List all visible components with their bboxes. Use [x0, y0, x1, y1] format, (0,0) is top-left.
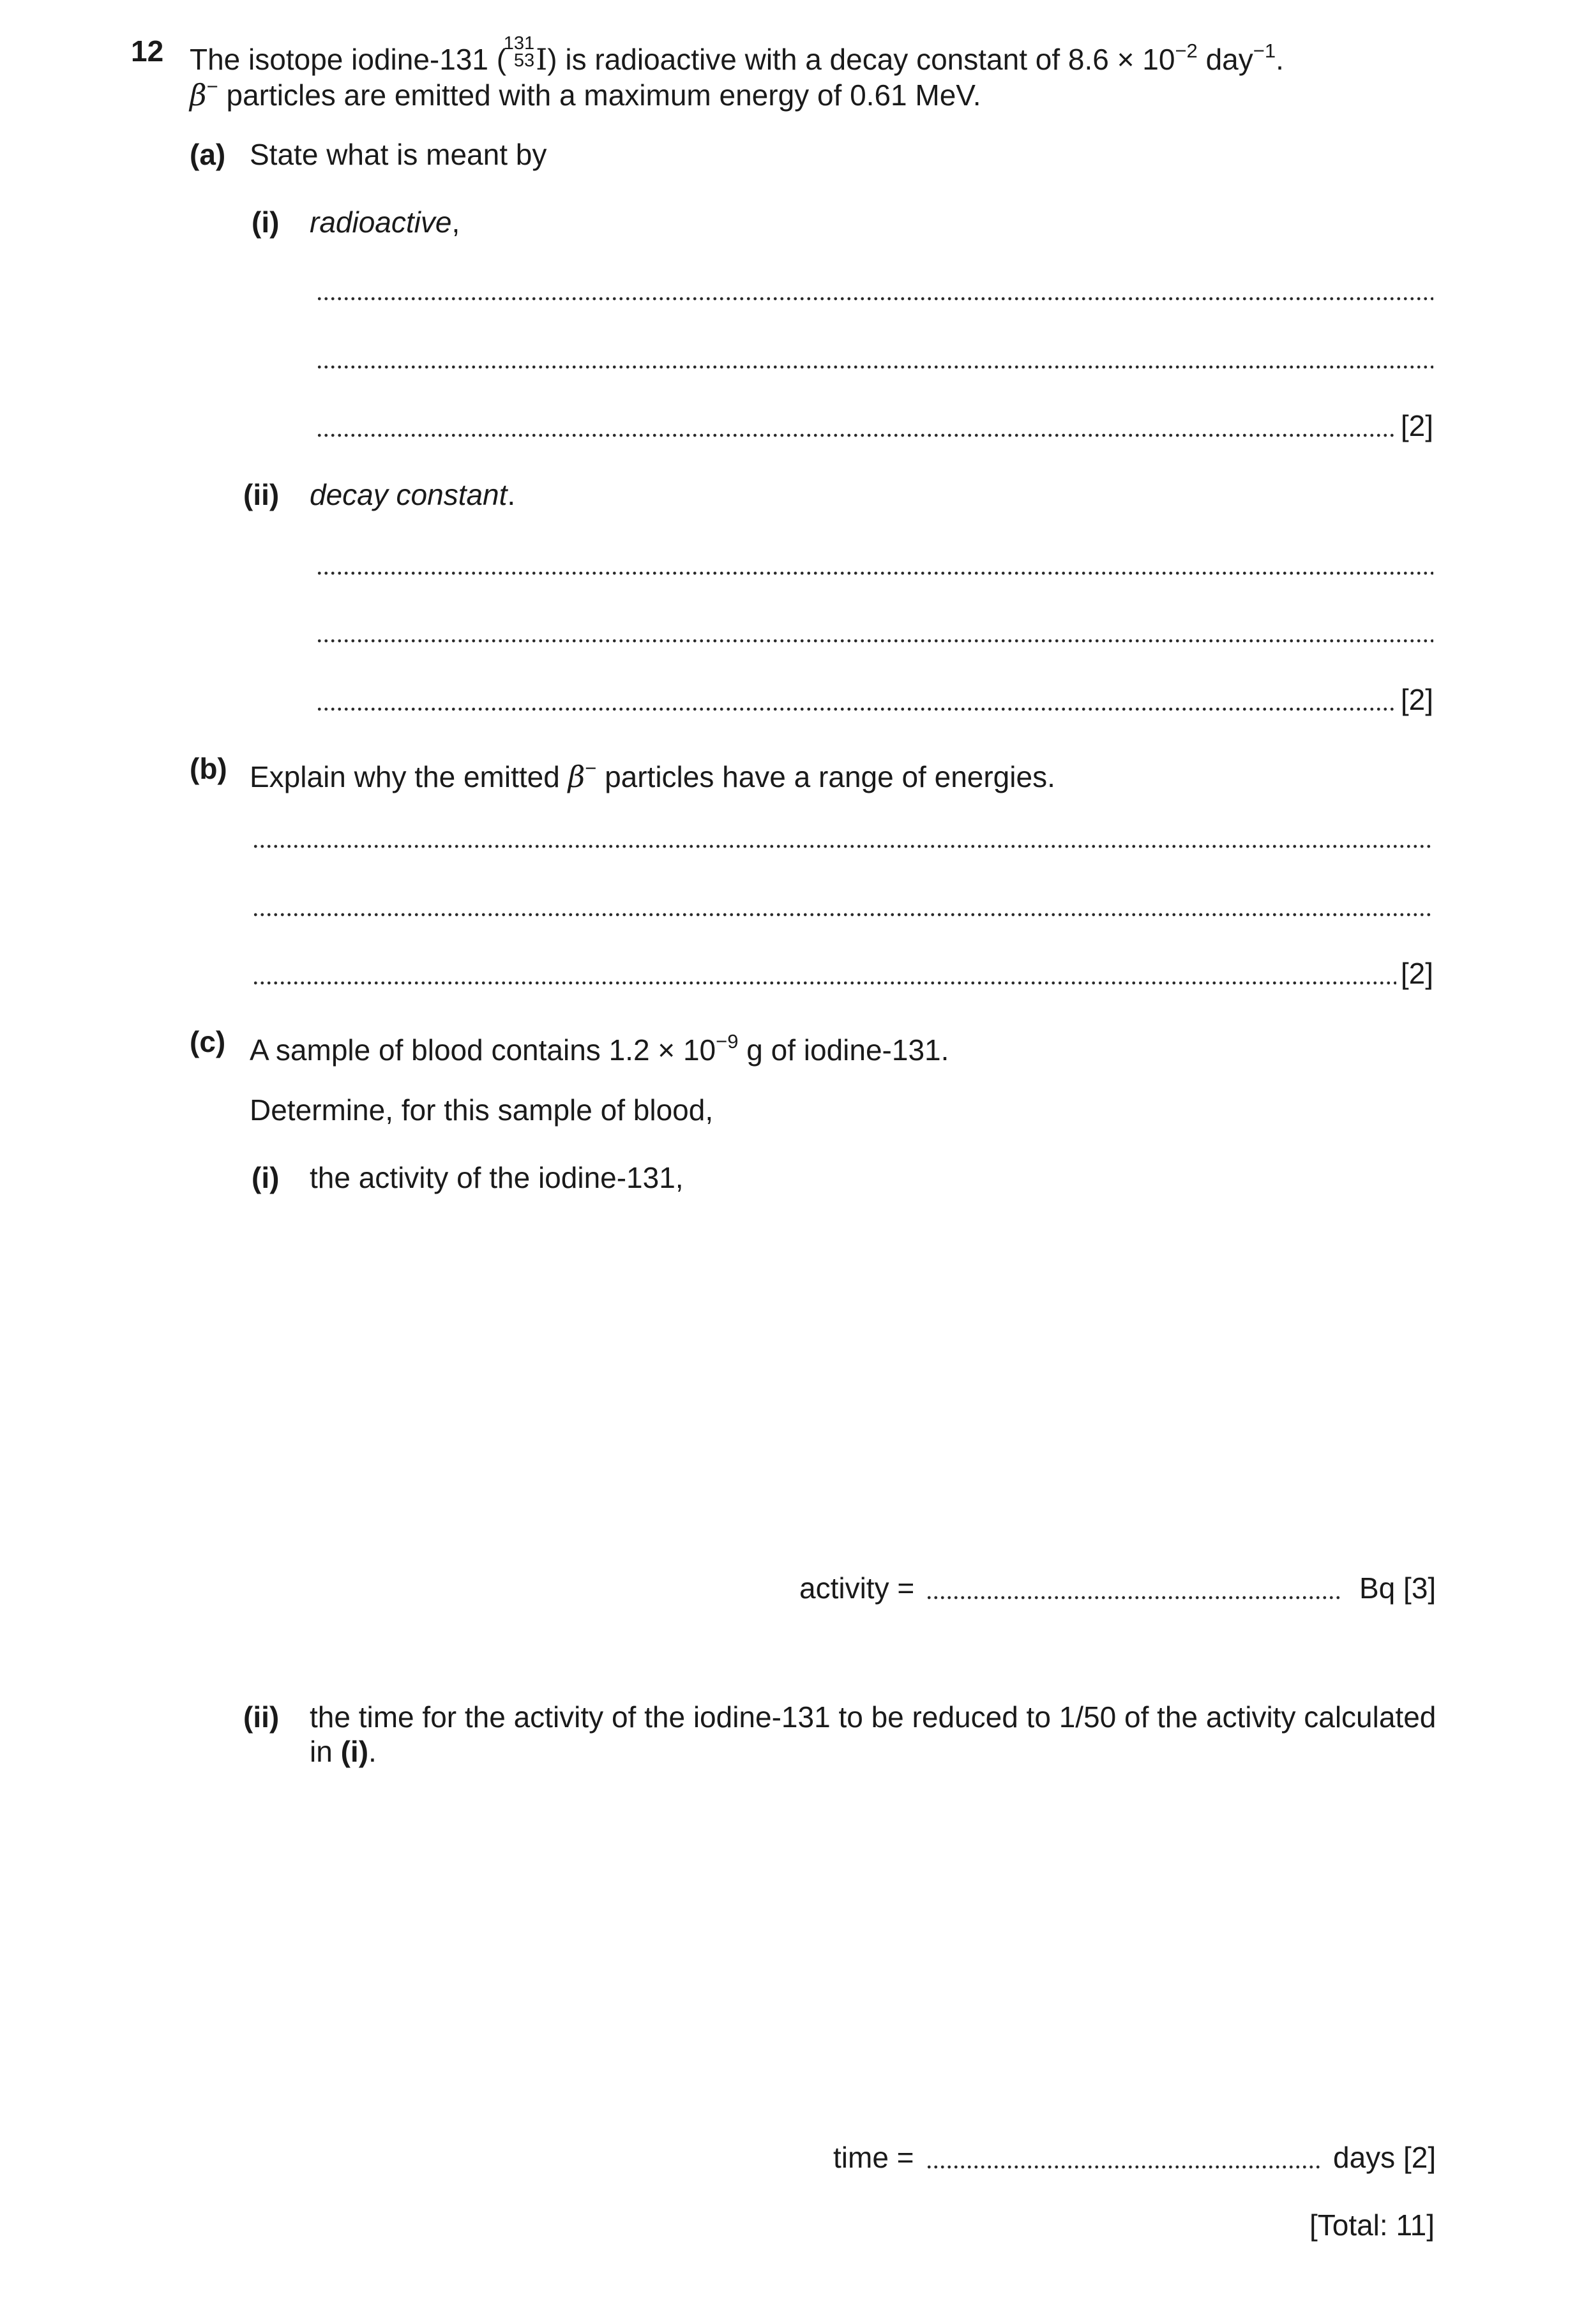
marks-a-i: [2]: [1400, 409, 1433, 442]
intro-text-part2: ) is radioactive with a decay constant of 8.6 × 10: [547, 43, 1175, 76]
answer-line-b-3[interactable]: [252, 956, 1396, 991]
total-marks: [Total: 11]: [1309, 2208, 1435, 2242]
part-c-i-text: the activity of the iodine-131,: [310, 1161, 684, 1194]
term-punct: .: [507, 478, 516, 511]
activity-unit-marks: [1359, 1570, 1436, 1606]
intro-text-part1: The isotope iodine-131 (: [190, 43, 507, 76]
question-intro-line2: [190, 69, 981, 113]
isotope-notation: [503, 33, 536, 71]
element-symbol: I: [536, 42, 548, 77]
part-c-ii-line2: [310, 1734, 377, 1769]
mass-number: 131: [503, 33, 535, 54]
activity-unit: Bq: [1359, 1571, 1396, 1605]
part-c-determine: Determine, for this sample of blood,: [250, 1093, 714, 1127]
marks-c-i: [3]: [1403, 1571, 1437, 1605]
part-c-ii-line1: the time for the activity of the iodine-131 to be reduced to 1/50 of the activity calculated: [310, 1700, 1437, 1734]
term-radioactive: radioactive: [310, 206, 452, 239]
part-b-text: [250, 751, 1055, 795]
part-a-ii-text: [310, 477, 515, 513]
mass-exponent: −9: [716, 1030, 739, 1053]
decay-constant-exponent: −2: [1175, 40, 1198, 62]
part-a-label: (a): [190, 138, 226, 171]
answer-line-b-2[interactable]: [252, 887, 1433, 923]
answer-line-a-ii-1[interactable]: [316, 546, 1433, 581]
intro-text-line2: particles are emitted with a maximum energy of 0.61 MeV.: [218, 79, 981, 112]
marks-a-ii: [2]: [1400, 683, 1433, 716]
intro-text-part4: .: [1276, 43, 1284, 76]
part-b-text-after: particles have a range of energies.: [596, 760, 1055, 793]
answer-line-a-ii-2[interactable]: [316, 613, 1433, 649]
part-a-i-label: (i): [252, 206, 280, 239]
answer-line-b-1[interactable]: [252, 819, 1433, 855]
part-a-i-text: [310, 204, 460, 240]
time-answer-label: time =: [833, 2141, 914, 2174]
beta-symbol: β: [568, 760, 585, 794]
answer-line-a-i-2[interactable]: [316, 340, 1433, 375]
part-c-text-after: g of iodine-131.: [738, 1033, 949, 1067]
part-c-i-label: (i): [252, 1161, 280, 1194]
activity-answer-label: activity =: [799, 1571, 915, 1605]
beta-symbol: β: [190, 78, 207, 112]
line2-before: in: [310, 1735, 341, 1768]
part-b-label: (b): [190, 752, 227, 785]
time-unit-marks: [1333, 2140, 1436, 2175]
line2-after: .: [368, 1735, 377, 1768]
part-a-text: State what is meant by: [250, 138, 547, 171]
marks-b: [2]: [1400, 957, 1433, 990]
time-answer-line[interactable]: [926, 2140, 1320, 2175]
marks-c-ii: [2]: [1403, 2141, 1437, 2174]
activity-answer-line[interactable]: [926, 1570, 1343, 1606]
part-b-text-before: Explain why the emitted: [250, 760, 568, 793]
intro-text-part3: day: [1197, 43, 1253, 76]
part-ref: (i): [340, 1735, 369, 1768]
atomic-number: 53: [513, 50, 535, 71]
day-exponent: −1: [1253, 40, 1276, 62]
part-c-text: [250, 1024, 949, 1068]
part-c-ii-label: (ii): [243, 1700, 280, 1734]
answer-line-a-i-1[interactable]: [316, 271, 1433, 307]
answer-line-a-ii-3[interactable]: [316, 682, 1396, 717]
time-unit: days: [1333, 2141, 1396, 2174]
term-punct: ,: [451, 206, 460, 239]
part-c-label: (c): [190, 1025, 226, 1058]
answer-line-a-i-3[interactable]: [316, 408, 1396, 444]
beta-sup: −: [206, 75, 218, 98]
beta-sup: −: [585, 757, 597, 779]
part-c-text-before: A sample of blood contains 1.2 × 10: [250, 1033, 716, 1067]
question-number: 12: [131, 34, 164, 68]
term-decay-constant: decay constant: [310, 478, 508, 511]
part-a-ii-label: (ii): [243, 478, 280, 511]
